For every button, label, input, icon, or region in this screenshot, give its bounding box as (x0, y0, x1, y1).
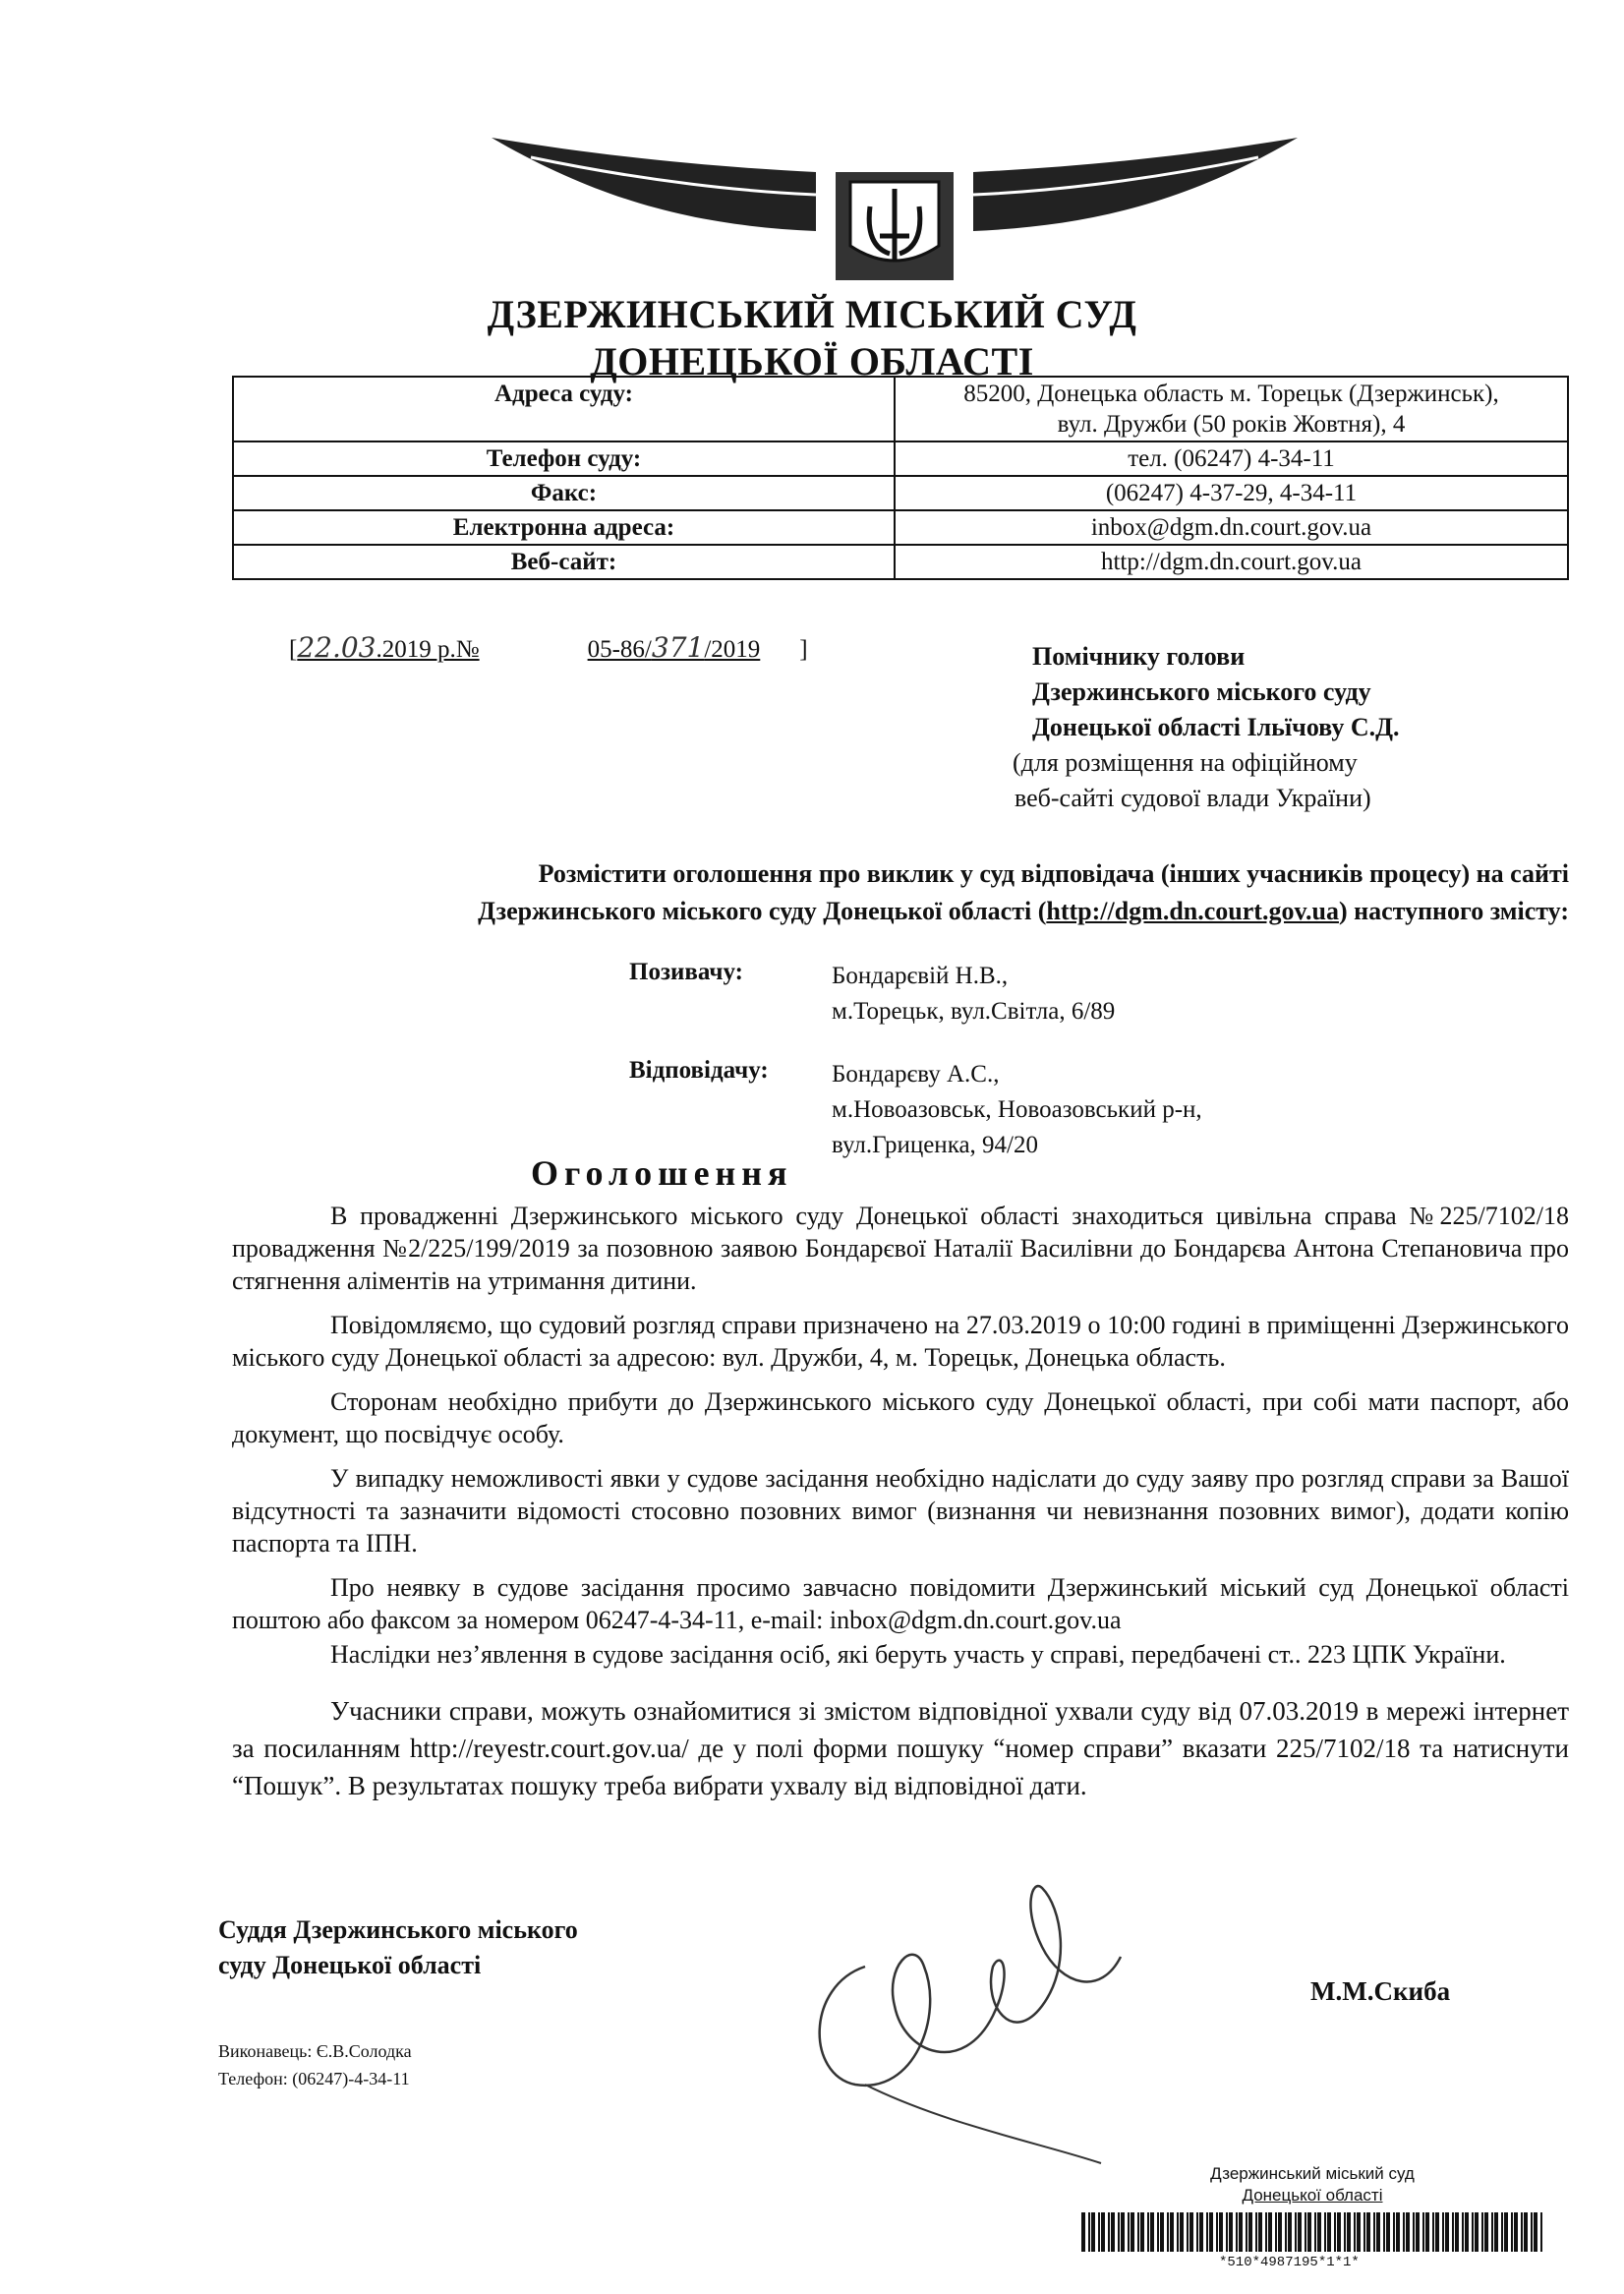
address-line2: вул. Дружби (50 років Жовтня), 4 (1057, 411, 1406, 438)
stamp-line2: Донецької області (1242, 2186, 1383, 2205)
notice-paragraph: У випадку неможливості явки у судове засідання необхідно надіслати до суду заяву про розгляд справи за Вашої відсутності та зазначити відомості стосовно позовних вимог (визнання чи невизнання позовних вимог), додати копію паспорта та ІПН. (232, 1464, 1569, 1558)
intro-line2a: Дзержинського міського суду Донецької області ( (478, 897, 1047, 925)
registry-link[interactable]: http://reyestr.court.gov.ua/ (409, 1734, 689, 1763)
table-row (233, 510, 1568, 545)
defendant-address1: м.Новоазовськ, Новоазовський р-н, (832, 1096, 1202, 1123)
judge-name: М.М.Скиба (1310, 1976, 1451, 2006)
judge-title-line1: Суддя Дзержинського міського (218, 1915, 578, 1944)
judge-title (218, 1912, 578, 1983)
number-suffix: /2019 (704, 636, 761, 663)
addressee-note: веб-сайті судової влади України) (1015, 784, 1371, 812)
notice-paragraph: В провадженні Дзержинського міського суду Донецької області знаходиться цивільна справа №225/7102/18 провадження №2/225/199/2019 за позовною заявою Бондарєвої Наталії Василівни до Бондарєва Антона Степановича про стягнення аліментів на утримання дитини. (232, 1202, 1569, 1295)
table-value: (06247) 4-37-29, 4-34-11 (895, 476, 1568, 510)
court-name-line2: ДОНЕЦЬКОЇ ОБЛАСТІ (590, 339, 1034, 383)
executor-info (218, 2037, 412, 2092)
notice-paragraph (232, 1692, 1569, 1804)
addressee-line: Помічнику голови (1032, 642, 1246, 671)
plaintiff-name: Бондарєвій Н.В., (832, 963, 1009, 989)
table-row (233, 441, 1568, 476)
notice-paragraph: Сторонам необхідно прибути до Дзержинського міського суду Донецької області, при собі мати паспорт, або документ, що посвідчує особу. (232, 1387, 1569, 1448)
bracket-open-icon: [ (289, 636, 298, 663)
court-name-line1: ДЗЕРЖИНСЬКИЙ МІСЬКИЙ СУД (487, 292, 1137, 336)
notice-text: Учасники справи, можуть ознайомитися зі змістом відповідної ухвали суду від 07.03.2019 в мережі інтернет за посиланням (232, 1696, 1569, 1763)
defendant-details (832, 1057, 1202, 1163)
date-printed: .2019 р.№ (376, 636, 480, 663)
notice-paragraph: Повідомляємо, що судовий розгляд справи призначено на 27.03.2019 о 10:00 годині в приміщенні Дзержинського міського суду Донецької області за адресою: вул. Дружби, 4, м. Торецьк, Донецька область. (232, 1311, 1569, 1372)
intro-line1: Розмістити оголошення про виклик у суд відповідача (інших учасників процесу) на сайті (538, 859, 1569, 888)
plaintiff-label: Позивачу: (629, 959, 743, 985)
email-link[interactable]: inbox@dgm.dn.court.gov.ua (829, 1606, 1122, 1634)
notice-text: Про неявку в судове засідання просимо завчасно повідомити Дзержинський міський суд Донецької області поштою або факсом за номером 06247-4-34-11, e-mail: (232, 1573, 1569, 1634)
table-label: Електронна адреса: (233, 510, 895, 545)
court-info-table (232, 376, 1569, 580)
table-label: Факс: (233, 476, 895, 510)
notice-title: Оголошення (531, 1153, 793, 1193)
addressee-block (1013, 639, 1400, 816)
outgoing-reference (289, 631, 808, 664)
addressee-note: (для розміщення на офіційному (1013, 748, 1358, 777)
address-line1: 85200, Донецька область м. Торецьк (Дзержинськ), (963, 381, 1499, 407)
coat-of-arms-emblem (492, 138, 1298, 285)
addressee-line: Донецької області Ільїчову С.Д. (1032, 713, 1400, 741)
notice-body (232, 1200, 1569, 1816)
notice-paragraph: Наслідки нез’явлення в судове засідання осіб, які беруть участь у справі, передбачені ст.. 223 ЦПК України. (330, 1640, 1506, 1669)
table-label: Веб-сайт: (233, 545, 895, 579)
table-value: http://dgm.dn.court.gov.ua (895, 545, 1568, 579)
number-prefix: 05-86/ (587, 636, 652, 663)
table-value (895, 377, 1568, 441)
notice-text: де у полі форми пошуку “номер справи” вказати 225/7102/18 та натиснути “Пошук”. В результатах пошуку треба вибрати ухвалу від відповідної дати. (232, 1734, 1569, 1800)
handwritten-date: 22.03 (297, 631, 377, 664)
table-label: Телефон суду: (233, 441, 895, 476)
barcode-text: *510*4987195*1*1* (1219, 2255, 1360, 2270)
intro-text (232, 855, 1569, 930)
table-row (233, 377, 1568, 441)
bracket-close-icon: ] (799, 636, 808, 663)
executor-name: Виконавець: Є.В.Солодка (218, 2041, 412, 2061)
handwritten-number: 371 (651, 631, 705, 664)
table-value: inbox@dgm.dn.court.gov.ua (895, 510, 1568, 545)
defendant-label: Відповідачу: (629, 1057, 769, 1084)
plaintiff-details (832, 959, 1115, 1029)
judge-title-line2: суду Донецької області (218, 1951, 482, 1979)
barcode-icon (1081, 2212, 1543, 2252)
plaintiff-address: м.Торецьк, вул.Світла, 6/89 (832, 998, 1116, 1025)
defendant-address2: вул.Гриценка, 94/20 (832, 1132, 1038, 1158)
table-row (233, 545, 1568, 579)
registration-stamp (1185, 2163, 1440, 2206)
stamp-line1: Дзержинський міський суд (1210, 2164, 1415, 2183)
handwritten-signature (747, 1849, 1258, 2173)
court-website-link[interactable]: http://dgm.dn.court.gov.ua (1046, 897, 1339, 925)
intro-line2b: ) наступного змісту: (1338, 897, 1569, 925)
defendant-name: Бондарєву А.С., (832, 1061, 1000, 1088)
addressee-line: Дзержинського міського суду (1032, 677, 1371, 706)
table-row (233, 476, 1568, 510)
table-value: тел. (06247) 4-34-11 (895, 441, 1568, 476)
notice-paragraph (232, 1571, 1569, 1636)
table-label: Адреса суду: (233, 377, 895, 441)
executor-phone: Телефон: (06247)-4-34-11 (218, 2069, 410, 2088)
